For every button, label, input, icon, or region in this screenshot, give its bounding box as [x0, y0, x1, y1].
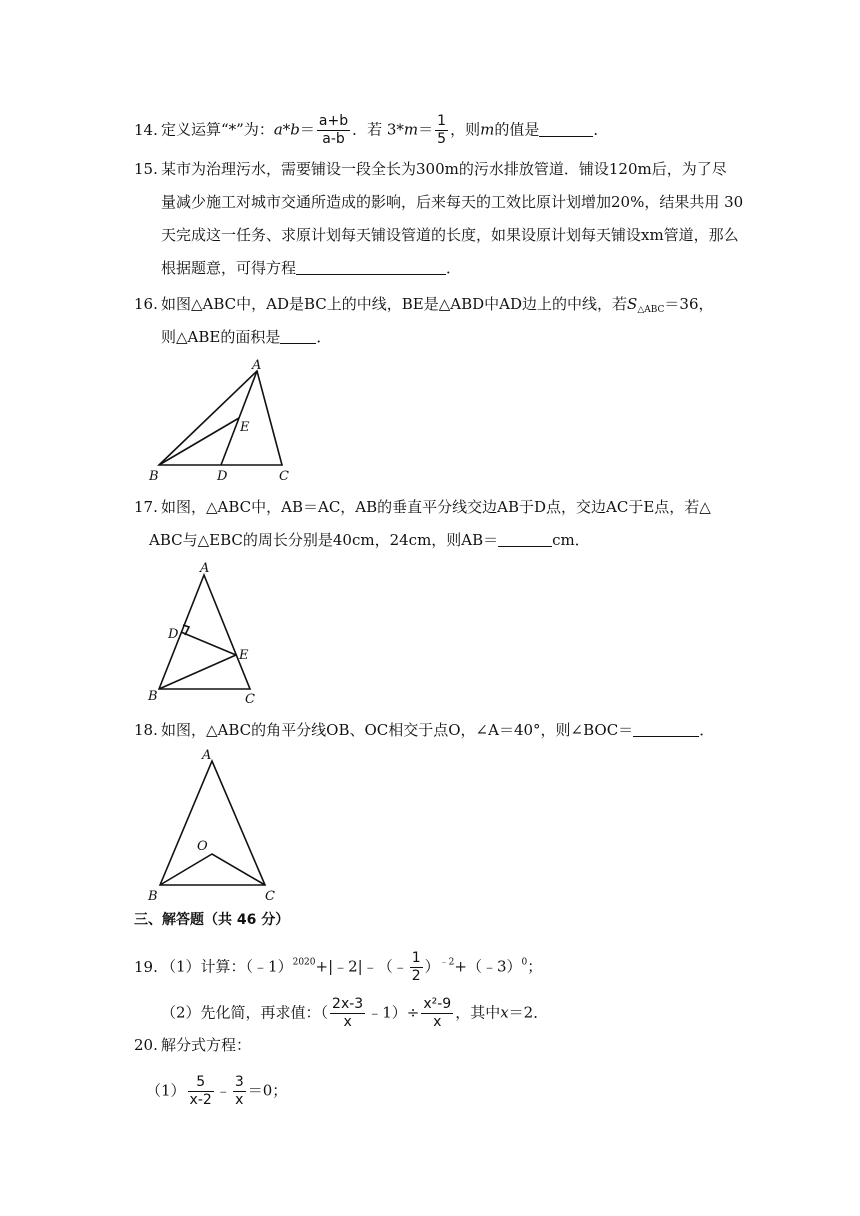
- fraction: $\frac{1}{2}$: [411, 950, 421, 984]
- fraction: $\frac{1}{5}$: [437, 113, 447, 147]
- fraction: $\frac{a+b}{a-b}$: [318, 113, 349, 147]
- label-a: A: [252, 358, 262, 373]
- label-e: E: [240, 420, 250, 435]
- fraction: $\frac{3}{x}$: [234, 1074, 244, 1108]
- problem-14: 14. 定义运算“*”为：a*b＝ $\frac{a+b}{a-b}$ ．若 3*m＝ $\frac{1}{5}$ ，则m的值是 ．: [134, 113, 609, 147]
- fraction: $\frac{\text{x²-9}}{x}$: [423, 996, 452, 1030]
- answer-blank[interactable]: [539, 120, 593, 137]
- problem-15-line-2: 量减少施工对城市交通所造成的影响，后来每天的工效比原计划增加20%，结果共用 30: [161, 193, 744, 211]
- problem-number: 16.: [134, 295, 158, 313]
- label-e: E: [239, 648, 249, 663]
- problem-17-line-1: 17. 如图，△ABC中，AB＝AC，AB的垂直平分线交边AB于D点，交边AC于E点，若△: [134, 498, 711, 516]
- label-b: B: [148, 889, 158, 904]
- problem-18: 18. 如图，△ABC的角平分线OB、OC相交于点O，∠A＝40°，则∠BOC＝ ．: [134, 721, 715, 739]
- label-c: C: [279, 469, 289, 483]
- problem-19-part-1: 19. （1）计算：（﹣1）$^{2020}$+|﹣2|﹣（﹣ $\frac{1}{2}$ ）$^{﹣2}$+（﹣3）$^0$；: [134, 950, 543, 984]
- label-a: A: [200, 561, 210, 576]
- problem-20: 20. 解分式方程：: [134, 1036, 252, 1054]
- triangle-figure-16: [145, 358, 315, 483]
- answer-blank[interactable]: [633, 720, 699, 737]
- problem-16-line-2: 则△ABE的面积是 ．: [161, 328, 332, 346]
- median-be: [159, 418, 239, 465]
- label-b: B: [148, 689, 158, 704]
- problem-number: 20.: [134, 1036, 158, 1054]
- problem-15-line-1: 15. 某市为治理污水，需要铺设一段全长为300m的污水排放管道．铺设120m后，为了尽: [134, 160, 727, 178]
- label-a: A: [202, 748, 212, 763]
- answer-blank[interactable]: [280, 327, 316, 344]
- problem-16-line-1: 16. 如图△ABC中，AD是BC上的中线，BE是△ABD中AD边上的中线，若$S_{\triangle ABC}=36$，: [134, 295, 714, 315]
- problem-number: 17.: [134, 498, 158, 516]
- problem-17-line-2: ABC与△EBC的周长分别是40cm，24cm，则AB＝ cm．: [149, 531, 590, 549]
- triangle-figure-18: [142, 745, 292, 905]
- section-heading: 三、解答题（共 46 分）: [134, 912, 290, 928]
- triangle-abc: [160, 761, 265, 885]
- angle-bisectors-ob-oc: [160, 854, 265, 885]
- triangle-figure-17: [142, 558, 272, 708]
- label-d: D: [217, 469, 228, 483]
- problem-number: 18.: [134, 721, 158, 739]
- problem-number: 14.: [134, 120, 158, 139]
- problem-20-part-1: （1） $\frac{5}{x-2}$ ﹣ $\frac{3}{x}$ ＝0；: [146, 1074, 288, 1108]
- problem-number: 19.: [134, 957, 158, 976]
- problem-15-line-3: 天完成这一任务、求原计划每天铺设管道的长度，如果设原计划每天铺设xm管道，那么: [161, 226, 739, 244]
- label-c: C: [265, 889, 275, 904]
- problem-19-part-2: （2）先化简，再求值：（ $\frac{2x-3}{x}$ ﹣1）÷ $\frac{\text{x²-9}}{x}$ ，其中x＝2．: [161, 996, 549, 1030]
- fraction: $\frac{5}{x-2}$: [189, 1074, 212, 1108]
- answer-blank[interactable]: [296, 258, 446, 275]
- problem-number: 15.: [134, 160, 158, 178]
- label-b: B: [149, 469, 159, 483]
- fraction: $\frac{2x-3}{x}$: [332, 996, 364, 1030]
- problem-15-line-4: 根据题意，可得方程 ．: [161, 259, 462, 277]
- answer-blank[interactable]: [498, 530, 552, 547]
- label-c: C: [245, 692, 255, 707]
- label-d: D: [168, 627, 179, 642]
- label-o: O: [197, 839, 208, 854]
- triangle-abc: [159, 371, 282, 465]
